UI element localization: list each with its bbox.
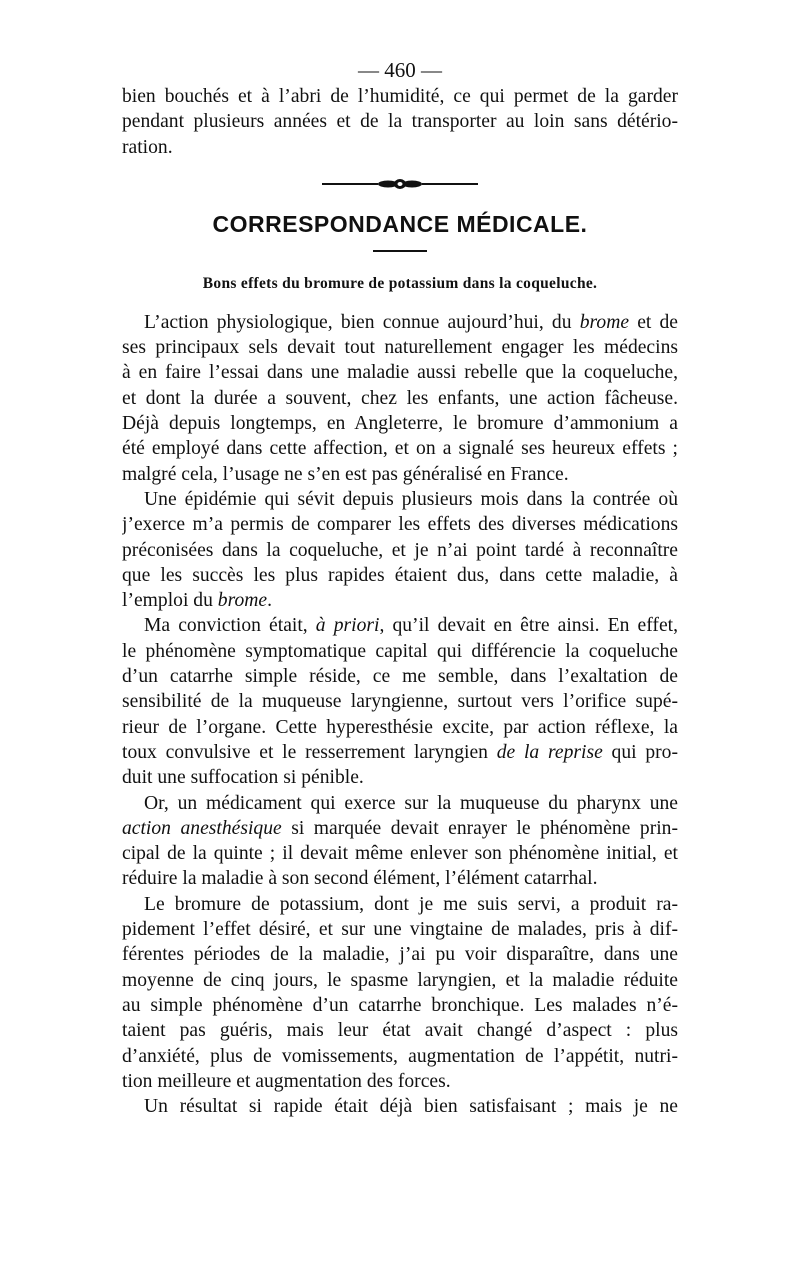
text-run: qui pro-	[602, 741, 678, 763]
text-line	[122, 917, 678, 942]
text-run: l’emploi du	[122, 590, 218, 612]
text-line	[122, 1044, 678, 1069]
text-run: , qu’il devait en être ainsi. En effet,	[379, 615, 678, 637]
text-line	[122, 639, 678, 664]
body-paragraph	[122, 1094, 678, 1119]
text-run: sensibilité de la muqueuse laryngienne, surtout vers l’orifice supé-	[122, 691, 678, 713]
italic-text: action anesthésique	[122, 817, 282, 839]
text-run: que les succès les plus rapides étaient dus, dans cette maladie, à	[122, 564, 678, 586]
text-line	[122, 512, 678, 537]
text-line	[122, 487, 678, 512]
text-run: Déjà depuis longtemps, en Angleterre, le bromure d’ammonium a	[122, 413, 678, 435]
text-run: le phénomène symptomatique capital qui différencie la coqueluche	[122, 640, 678, 662]
text-run: j’exerce m’a permis de comparer les effets des diverses médications	[122, 514, 678, 536]
italic-text: à priori	[315, 615, 380, 637]
text-run: férentes périodes de la maladie, j’ai pu voir disparaître, dans une	[122, 944, 678, 966]
text-line	[122, 335, 678, 360]
italic-text: brome	[217, 590, 268, 612]
text-line	[122, 588, 678, 613]
book-page	[122, 56, 678, 1119]
body-paragraph	[122, 791, 678, 892]
text-run: .	[267, 590, 273, 612]
text-run: au simple phénomène d’un catarrhe bronchique. Les malades n’é-	[122, 994, 678, 1016]
italic-text: de la reprise	[496, 741, 603, 763]
text-run: préconisées dans la coqueluche, et je n’ai point tardé à reconnaître	[122, 539, 678, 561]
text-run: d’un catarrhe simple réside, ce me semble, dans l’exaltation de	[122, 666, 678, 688]
article-subtitle: Bons effets du bromure de potassium dans la coqueluche.	[202, 274, 598, 292]
italic-text: brome	[579, 311, 630, 333]
intro-paragraph	[122, 84, 678, 160]
text-line	[122, 1069, 678, 1094]
page-number: — 460 —	[358, 58, 442, 82]
text-run: L’action physiologique, bien connue aujourd’hui, du	[144, 311, 580, 333]
section-title: CORRESPONDANCE MÉDICALE.	[212, 210, 588, 237]
text-run: été employé dans cette affection, et on a signalé ses heureux effets ;	[122, 438, 678, 460]
text-run: si marquée devait enrayer le phénomène prin-	[281, 817, 678, 839]
text-run: Or, un médicament qui exerce sur la muqueuse du pharynx une	[144, 792, 678, 814]
intro-line: pendant plusieurs années et de la transporter au loin sans détério-	[122, 111, 678, 133]
text-line	[122, 841, 678, 866]
text-line	[122, 1018, 678, 1043]
text-run: réduire la maladie à son second élément, l’élément catarrhal.	[122, 868, 598, 890]
text-line	[122, 310, 678, 335]
title-underline	[373, 250, 427, 252]
text-run: Une épidémie qui sévit depuis plusieurs mois dans la contrée où	[144, 488, 678, 510]
text-line	[122, 411, 678, 436]
text-line	[122, 740, 678, 765]
text-line	[122, 613, 678, 638]
text-run: duit une suffocation si pénible.	[122, 767, 364, 789]
text-line	[122, 563, 678, 588]
intro-line: ration.	[122, 136, 173, 158]
text-run: et de	[629, 311, 678, 333]
text-line	[122, 715, 678, 740]
text-run: d’anxiété, plus de vomissements, augmentation de l’appétit, nutri-	[122, 1045, 678, 1067]
text-run: cipal de la quinte ; il devait même enlever son phénomène initial, et	[122, 843, 678, 865]
body-paragraph	[122, 613, 678, 790]
text-line	[122, 1094, 678, 1119]
text-run: à en faire l’essai dans une maladie aussi rebelle que la coqueluche,	[122, 362, 678, 384]
intro-line: bien bouchés et à l’abri de l’humidité, ce qui permet de la garder	[122, 86, 678, 107]
ornament-divider-icon	[320, 178, 480, 190]
text-line	[122, 866, 678, 891]
text-run: Ma conviction était,	[144, 615, 316, 637]
text-line	[122, 892, 678, 917]
text-line	[122, 816, 678, 841]
text-line	[122, 942, 678, 967]
text-run: pidement l’effet désiré, et sur une vingtaine de malades, pris à dif-	[122, 919, 678, 941]
body-paragraph	[122, 892, 678, 1094]
text-run: taient pas guéris, mais leur état avait changé d’aspect : plus	[122, 1020, 678, 1042]
text-run: tion meilleure et augmentation des forces.	[122, 1070, 451, 1092]
body-paragraph	[122, 487, 678, 613]
text-run: et dont la durée a souvent, chez les enfants, une action fâcheuse.	[122, 387, 678, 409]
article-body	[122, 310, 678, 1120]
body-paragraph	[122, 310, 678, 487]
text-line	[122, 968, 678, 993]
text-line	[122, 538, 678, 563]
text-line	[122, 462, 678, 487]
text-run: ses principaux sels devait tout naturellement engager les médecins	[122, 337, 678, 359]
text-line	[122, 360, 678, 385]
text-line	[122, 386, 678, 411]
text-run: moyenne de cinq jours, le spasme laryngien, et la maladie réduite	[122, 969, 678, 991]
text-line	[122, 791, 678, 816]
text-line	[122, 765, 678, 790]
text-line	[122, 436, 678, 461]
text-run: Un résultat si rapide était déjà bien satisfaisant ; mais je ne	[144, 1096, 678, 1118]
text-run: rieur de l’organe. Cette hyperesthésie excite, par action réflexe, la	[122, 716, 678, 738]
text-run: toux convulsive et le resserrement laryngien	[122, 741, 497, 763]
text-line	[122, 993, 678, 1018]
text-line	[122, 689, 678, 714]
text-run: Le bromure de potassium, dont je me suis servi, a produit ra-	[144, 893, 678, 915]
text-line	[122, 664, 678, 689]
text-run: malgré cela, l’usage ne s’en est pas généralisé en France.	[122, 463, 569, 485]
